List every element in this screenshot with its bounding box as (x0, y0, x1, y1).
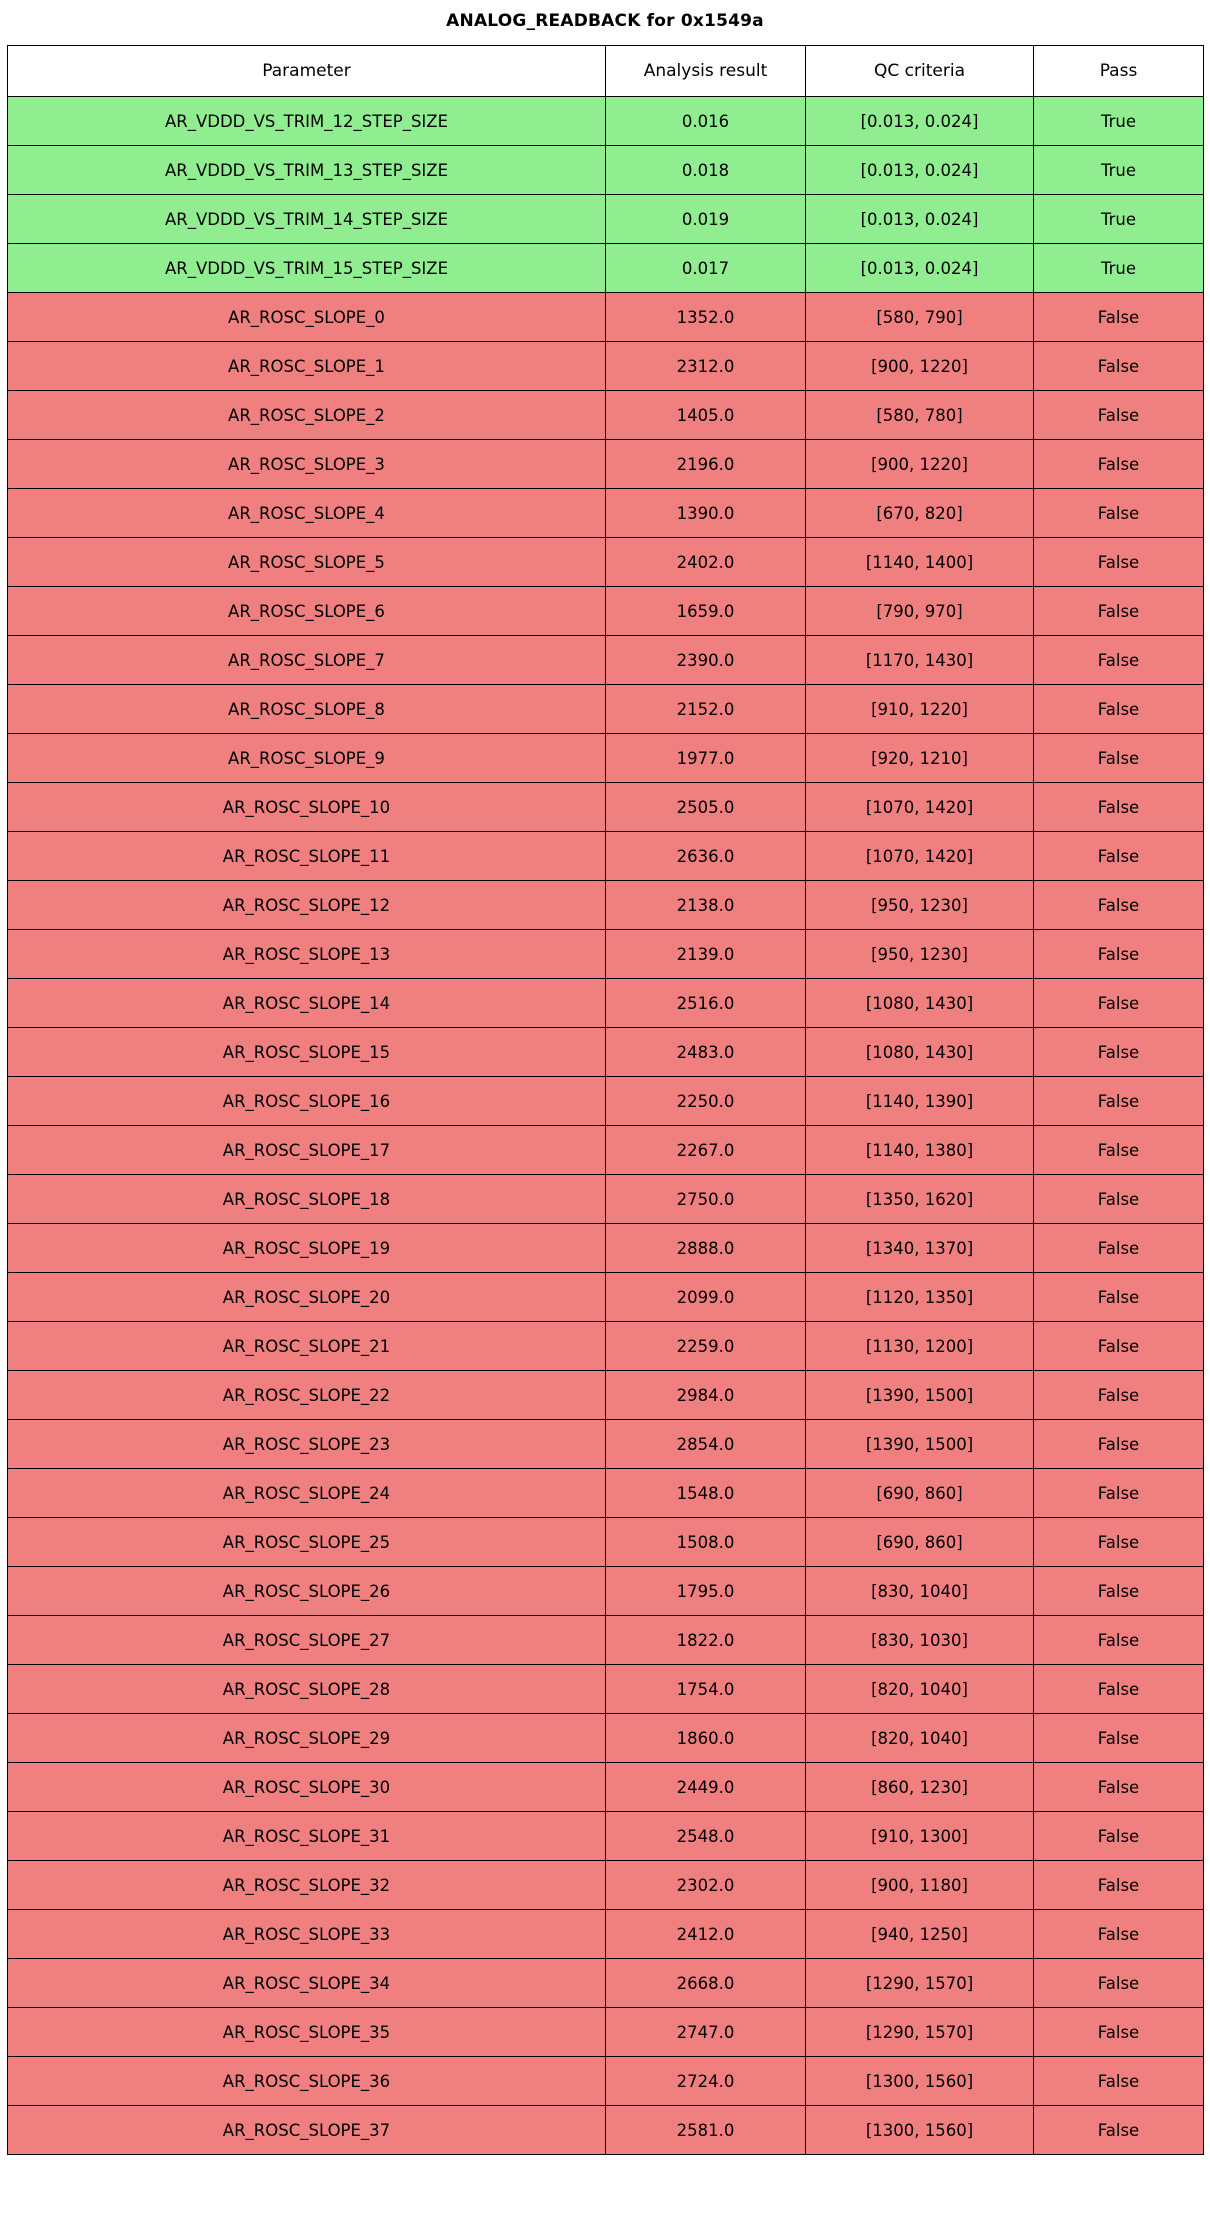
analysis-result-cell: 1508.0 (606, 1518, 806, 1567)
qc-criteria-cell: [0.013, 0.024] (806, 146, 1034, 195)
table-row (8, 1175, 1204, 1224)
pass-cell: False (1034, 587, 1204, 636)
analysis-result-cell: 2548.0 (606, 1812, 806, 1861)
table-row (8, 489, 1204, 538)
parameter-cell: AR_ROSC_SLOPE_31 (8, 1812, 606, 1861)
qc-criteria-cell: [830, 1030] (806, 1616, 1034, 1665)
parameter-cell: AR_ROSC_SLOPE_3 (8, 440, 606, 489)
table-row (8, 1665, 1204, 1714)
qc-criteria-cell: [950, 1230] (806, 930, 1034, 979)
parameter-cell: AR_ROSC_SLOPE_9 (8, 734, 606, 783)
pass-cell: False (1034, 881, 1204, 930)
analysis-result-cell: 2483.0 (606, 1028, 806, 1077)
table-row (8, 587, 1204, 636)
qc-criteria-cell: [1140, 1400] (806, 538, 1034, 587)
table-row (8, 2008, 1204, 2057)
pass-cell: False (1034, 1126, 1204, 1175)
qc-criteria-cell: [1290, 1570] (806, 2008, 1034, 2057)
parameter-cell: AR_ROSC_SLOPE_14 (8, 979, 606, 1028)
pass-cell: False (1034, 1224, 1204, 1273)
qc-criteria-cell: [1290, 1570] (806, 1959, 1034, 2008)
table-row (8, 2057, 1204, 2106)
pass-cell: False (1034, 1028, 1204, 1077)
pass-cell: True (1034, 97, 1204, 146)
pass-cell: False (1034, 636, 1204, 685)
analysis-result-cell: 1795.0 (606, 1567, 806, 1616)
qc-criteria-cell: [0.013, 0.024] (806, 97, 1034, 146)
analysis-result-cell: 2636.0 (606, 832, 806, 881)
analysis-result-cell: 2152.0 (606, 685, 806, 734)
parameter-cell: AR_ROSC_SLOPE_33 (8, 1910, 606, 1959)
table-row (8, 1273, 1204, 1322)
column-header-parameter: Parameter (8, 46, 606, 97)
parameter-cell: AR_ROSC_SLOPE_10 (8, 783, 606, 832)
table-row (8, 1714, 1204, 1763)
pass-cell: False (1034, 930, 1204, 979)
table-row (8, 1616, 1204, 1665)
qc-criteria-cell: [820, 1040] (806, 1665, 1034, 1714)
pass-cell: False (1034, 1910, 1204, 1959)
column-header-qc-criteria: QC criteria (806, 46, 1034, 97)
parameter-cell: AR_ROSC_SLOPE_36 (8, 2057, 606, 2106)
pass-cell: True (1034, 146, 1204, 195)
table-header (8, 46, 1204, 97)
pass-cell: False (1034, 832, 1204, 881)
analysis-result-cell: 2139.0 (606, 930, 806, 979)
table-row (8, 538, 1204, 587)
pass-cell: False (1034, 685, 1204, 734)
pass-cell: False (1034, 734, 1204, 783)
qc-criteria-cell: [1130, 1200] (806, 1322, 1034, 1371)
column-header-analysis-result: Analysis result (606, 46, 806, 97)
pass-cell: False (1034, 1077, 1204, 1126)
table-body (8, 97, 1204, 2155)
table-row (8, 1910, 1204, 1959)
analysis-result-cell: 2888.0 (606, 1224, 806, 1273)
analysis-result-cell: 1390.0 (606, 489, 806, 538)
qc-criteria-cell: [690, 860] (806, 1469, 1034, 1518)
qc-criteria-cell: [0.013, 0.024] (806, 244, 1034, 293)
table-header-row (8, 46, 1204, 97)
parameter-cell: AR_ROSC_SLOPE_13 (8, 930, 606, 979)
table-row (8, 391, 1204, 440)
parameter-cell: AR_ROSC_SLOPE_12 (8, 881, 606, 930)
pass-cell: False (1034, 2057, 1204, 2106)
qc-criteria-cell: [900, 1220] (806, 342, 1034, 391)
pass-cell: False (1034, 1469, 1204, 1518)
analysis-result-cell: 2984.0 (606, 1371, 806, 1420)
pass-cell: False (1034, 1616, 1204, 1665)
analysis-result-cell: 1352.0 (606, 293, 806, 342)
qc-criteria-cell: [1140, 1390] (806, 1077, 1034, 1126)
page-title: ANALOG_READBACK for 0x1549a (446, 11, 764, 31)
qc-criteria-cell: [860, 1230] (806, 1763, 1034, 1812)
parameter-cell: AR_ROSC_SLOPE_22 (8, 1371, 606, 1420)
table-row (8, 146, 1204, 195)
qc-criteria-cell: [1300, 1560] (806, 2106, 1034, 2155)
qc-criteria-cell: [1080, 1430] (806, 979, 1034, 1028)
parameter-cell: AR_ROSC_SLOPE_28 (8, 1665, 606, 1714)
pass-cell: False (1034, 979, 1204, 1028)
table-row (8, 1518, 1204, 1567)
analysis-result-cell: 1548.0 (606, 1469, 806, 1518)
pass-cell: False (1034, 1714, 1204, 1763)
parameter-cell: AR_VDDD_VS_TRIM_14_STEP_SIZE (8, 195, 606, 244)
pass-cell: False (1034, 391, 1204, 440)
table-row (8, 1077, 1204, 1126)
qc-criteria-cell: [1390, 1500] (806, 1371, 1034, 1420)
parameter-cell: AR_ROSC_SLOPE_32 (8, 1861, 606, 1910)
table-row (8, 1224, 1204, 1273)
analysis-result-cell: 0.019 (606, 195, 806, 244)
qc-criteria-cell: [1300, 1560] (806, 2057, 1034, 2106)
qc-criteria-cell: [790, 970] (806, 587, 1034, 636)
parameter-cell: AR_ROSC_SLOPE_5 (8, 538, 606, 587)
analysis-result-cell: 1659.0 (606, 587, 806, 636)
pass-cell: False (1034, 1322, 1204, 1371)
pass-cell: False (1034, 1861, 1204, 1910)
table-row (8, 195, 1204, 244)
table-row (8, 685, 1204, 734)
analysis-result-cell: 2302.0 (606, 1861, 806, 1910)
analysis-result-cell: 1405.0 (606, 391, 806, 440)
column-header-pass: Pass (1034, 46, 1204, 97)
table-row (8, 1371, 1204, 1420)
analysis-result-cell: 2516.0 (606, 979, 806, 1028)
pass-cell: False (1034, 783, 1204, 832)
qc-criteria-cell: [1140, 1380] (806, 1126, 1034, 1175)
qc-criteria-cell: [1080, 1430] (806, 1028, 1034, 1077)
parameter-cell: AR_ROSC_SLOPE_35 (8, 2008, 606, 2057)
qc-criteria-cell: [940, 1250] (806, 1910, 1034, 1959)
parameter-cell: AR_VDDD_VS_TRIM_12_STEP_SIZE (8, 97, 606, 146)
analysis-result-cell: 2668.0 (606, 1959, 806, 2008)
qc-criteria-cell: [820, 1040] (806, 1714, 1034, 1763)
pass-cell: False (1034, 1665, 1204, 1714)
parameter-cell: AR_ROSC_SLOPE_11 (8, 832, 606, 881)
table-row (8, 1469, 1204, 1518)
analysis-result-cell: 2747.0 (606, 2008, 806, 2057)
qc-criteria-cell: [910, 1300] (806, 1812, 1034, 1861)
pass-cell: False (1034, 1371, 1204, 1420)
table-row (8, 342, 1204, 391)
parameter-cell: AR_ROSC_SLOPE_29 (8, 1714, 606, 1763)
qc-criteria-cell: [580, 780] (806, 391, 1034, 440)
parameter-cell: AR_ROSC_SLOPE_2 (8, 391, 606, 440)
table-row (8, 734, 1204, 783)
analysis-result-cell: 2390.0 (606, 636, 806, 685)
qc-criteria-cell: [1390, 1500] (806, 1420, 1034, 1469)
parameter-cell: AR_ROSC_SLOPE_16 (8, 1077, 606, 1126)
parameter-cell: AR_ROSC_SLOPE_0 (8, 293, 606, 342)
table-row (8, 881, 1204, 930)
table-row (8, 1763, 1204, 1812)
pass-cell: False (1034, 2008, 1204, 2057)
pass-cell: False (1034, 1420, 1204, 1469)
analysis-result-cell: 2581.0 (606, 2106, 806, 2155)
analysis-result-cell: 2196.0 (606, 440, 806, 489)
qc-criteria-cell: [580, 790] (806, 293, 1034, 342)
table-row (8, 1861, 1204, 1910)
qc-criteria-cell: [690, 860] (806, 1518, 1034, 1567)
analysis-result-cell: 2099.0 (606, 1273, 806, 1322)
table-row (8, 1567, 1204, 1616)
qc-criteria-cell: [670, 820] (806, 489, 1034, 538)
qc-criteria-cell: [900, 1180] (806, 1861, 1034, 1910)
qc-criteria-cell: [910, 1220] (806, 685, 1034, 734)
qc-criteria-cell: [1350, 1620] (806, 1175, 1034, 1224)
parameter-cell: AR_ROSC_SLOPE_19 (8, 1224, 606, 1273)
table-row (8, 1812, 1204, 1861)
qc-results-table (7, 45, 1204, 2155)
qc-criteria-cell: [1340, 1370] (806, 1224, 1034, 1273)
parameter-cell: AR_ROSC_SLOPE_37 (8, 2106, 606, 2155)
analysis-result-cell: 2259.0 (606, 1322, 806, 1371)
table-row (8, 293, 1204, 342)
pass-cell: False (1034, 1959, 1204, 2008)
analysis-result-cell: 0.017 (606, 244, 806, 293)
analysis-result-cell: 0.018 (606, 146, 806, 195)
parameter-cell: AR_ROSC_SLOPE_23 (8, 1420, 606, 1469)
qc-criteria-cell: [1120, 1350] (806, 1273, 1034, 1322)
table-row (8, 244, 1204, 293)
parameter-cell: AR_VDDD_VS_TRIM_15_STEP_SIZE (8, 244, 606, 293)
analysis-result-cell: 2854.0 (606, 1420, 806, 1469)
table-row (8, 1126, 1204, 1175)
pass-cell: False (1034, 440, 1204, 489)
analysis-result-cell: 2402.0 (606, 538, 806, 587)
pass-cell: False (1034, 1567, 1204, 1616)
pass-cell: False (1034, 2106, 1204, 2155)
pass-cell: True (1034, 244, 1204, 293)
table-row (8, 97, 1204, 146)
qc-criteria-cell: [1170, 1430] (806, 636, 1034, 685)
analysis-result-cell: 2267.0 (606, 1126, 806, 1175)
analysis-result-cell: 2250.0 (606, 1077, 806, 1126)
parameter-cell: AR_ROSC_SLOPE_30 (8, 1763, 606, 1812)
analysis-result-cell: 2312.0 (606, 342, 806, 391)
qc-criteria-cell: [1070, 1420] (806, 832, 1034, 881)
qc-criteria-cell: [1070, 1420] (806, 783, 1034, 832)
analysis-result-cell: 2138.0 (606, 881, 806, 930)
table-row (8, 979, 1204, 1028)
parameter-cell: AR_ROSC_SLOPE_6 (8, 587, 606, 636)
table-row (8, 783, 1204, 832)
table-row (8, 2106, 1204, 2155)
parameter-cell: AR_ROSC_SLOPE_7 (8, 636, 606, 685)
analysis-result-cell: 2412.0 (606, 1910, 806, 1959)
parameter-cell: AR_ROSC_SLOPE_4 (8, 489, 606, 538)
analysis-result-cell: 2449.0 (606, 1763, 806, 1812)
parameter-cell: AR_ROSC_SLOPE_15 (8, 1028, 606, 1077)
pass-cell: True (1034, 195, 1204, 244)
parameter-cell: AR_ROSC_SLOPE_27 (8, 1616, 606, 1665)
parameter-cell: AR_ROSC_SLOPE_25 (8, 1518, 606, 1567)
parameter-cell: AR_ROSC_SLOPE_8 (8, 685, 606, 734)
table-row (8, 440, 1204, 489)
qc-criteria-cell: [900, 1220] (806, 440, 1034, 489)
parameter-cell: AR_ROSC_SLOPE_17 (8, 1126, 606, 1175)
analysis-result-cell: 1822.0 (606, 1616, 806, 1665)
pass-cell: False (1034, 538, 1204, 587)
parameter-cell: AR_ROSC_SLOPE_21 (8, 1322, 606, 1371)
qc-criteria-cell: [0.013, 0.024] (806, 195, 1034, 244)
table-row (8, 1420, 1204, 1469)
analysis-result-cell: 1754.0 (606, 1665, 806, 1714)
table-row (8, 930, 1204, 979)
pass-cell: False (1034, 1518, 1204, 1567)
pass-cell: False (1034, 342, 1204, 391)
parameter-cell: AR_ROSC_SLOPE_26 (8, 1567, 606, 1616)
table-row (8, 1028, 1204, 1077)
parameter-cell: AR_VDDD_VS_TRIM_13_STEP_SIZE (8, 146, 606, 195)
analysis-result-cell: 1977.0 (606, 734, 806, 783)
pass-cell: False (1034, 1763, 1204, 1812)
pass-cell: False (1034, 489, 1204, 538)
table-row (8, 1959, 1204, 2008)
parameter-cell: AR_ROSC_SLOPE_18 (8, 1175, 606, 1224)
pass-cell: False (1034, 1812, 1204, 1861)
table-row (8, 832, 1204, 881)
analysis-result-cell: 2505.0 (606, 783, 806, 832)
parameter-cell: AR_ROSC_SLOPE_20 (8, 1273, 606, 1322)
table-row (8, 1322, 1204, 1371)
analysis-result-cell: 2724.0 (606, 2057, 806, 2106)
pass-cell: False (1034, 1175, 1204, 1224)
pass-cell: False (1034, 293, 1204, 342)
qc-criteria-cell: [950, 1230] (806, 881, 1034, 930)
qc-criteria-cell: [920, 1210] (806, 734, 1034, 783)
parameter-cell: AR_ROSC_SLOPE_34 (8, 1959, 606, 2008)
analysis-result-cell: 0.016 (606, 97, 806, 146)
table-row (8, 636, 1204, 685)
analysis-result-cell: 1860.0 (606, 1714, 806, 1763)
parameter-cell: AR_ROSC_SLOPE_1 (8, 342, 606, 391)
pass-cell: False (1034, 1273, 1204, 1322)
parameter-cell: AR_ROSC_SLOPE_24 (8, 1469, 606, 1518)
analysis-result-cell: 2750.0 (606, 1175, 806, 1224)
qc-criteria-cell: [830, 1040] (806, 1567, 1034, 1616)
